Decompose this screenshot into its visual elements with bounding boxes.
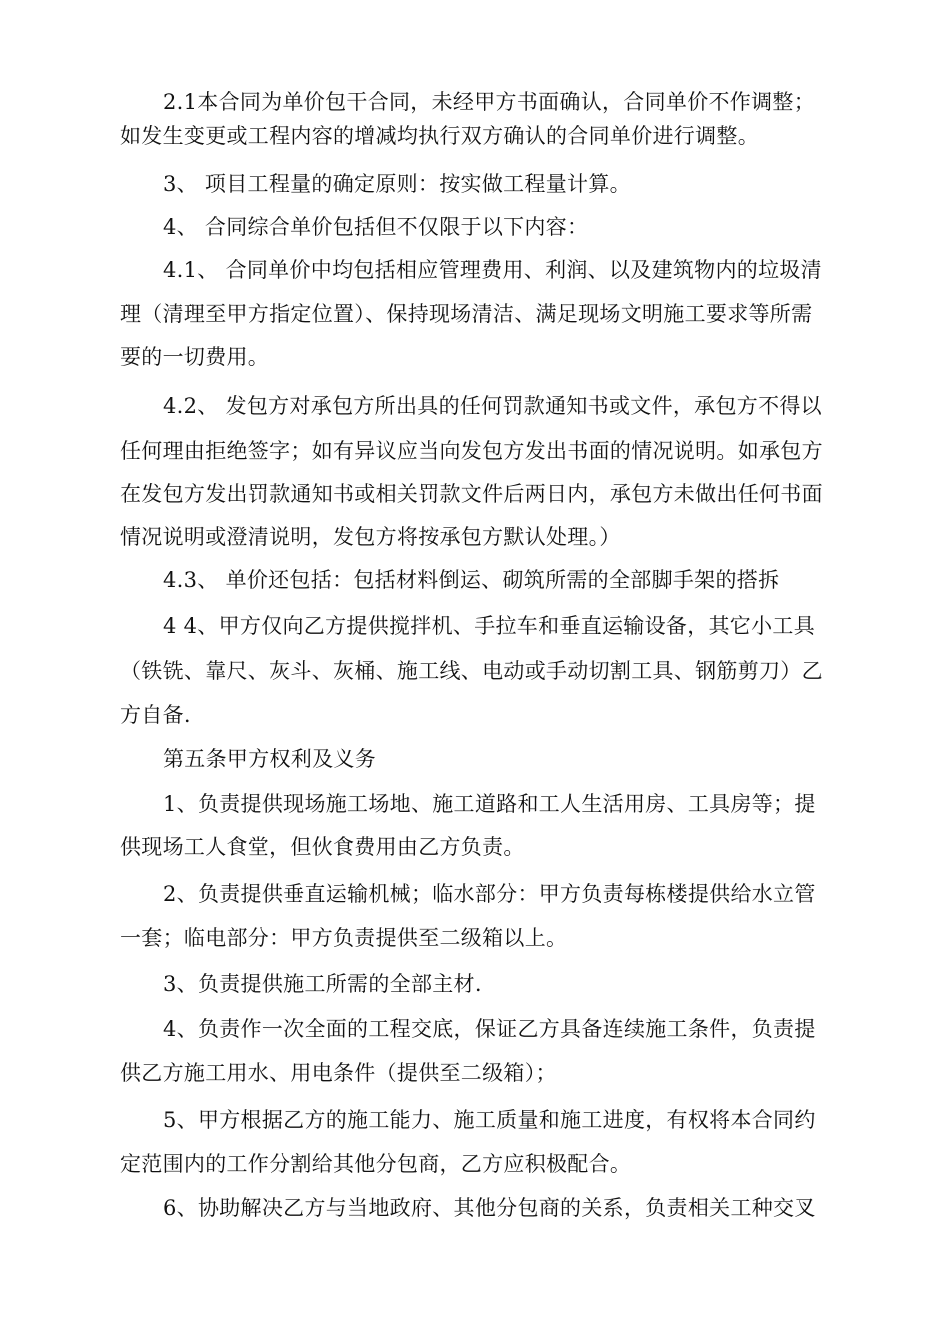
text-line: 4、负责作一次全面的工程交底，保证乙方具备连续施工条件，负责提	[163, 1017, 816, 1041]
text-line: 4.3、 单价还包括：包括材料倒运、砌筑所需的全部脚手架的搭拆	[163, 568, 780, 592]
text-line: 2.1本合同为单价包干合同，未经甲方书面确认，合同单价不作调整；	[163, 90, 815, 114]
section-heading: 第五条甲方权利及义务	[163, 747, 376, 771]
text-line: 理（清理至甲方指定位置）、保持现场清洁、满足现场文明施工要求等所需	[120, 302, 813, 326]
text-line: 4、 合同综合单价包括但不仅限于以下内容：	[163, 215, 589, 239]
text-line: （铁铣、靠尺、灰斗、灰桶、施工线、电动或手动切割工具、钢筋剪刀）乙	[120, 659, 823, 683]
text-line: 供乙方施工用水、用电条件（提供至二级箱）；	[120, 1061, 557, 1085]
text-line: 1、负责提供现场施工场地、施工道路和工人生活用房、工具房等；提	[163, 792, 816, 816]
text-line: 3、 项目工程量的确定原则：按实做工程量计算。	[163, 172, 631, 196]
text-line: 在发包方发出罚款通知书或相关罚款文件后两日内，承包方未做出任何书面	[120, 482, 823, 506]
text-line: 4.1、 合同单价中均包括相应管理费用、利润、以及建筑物内的垃圾清	[163, 258, 822, 282]
text-line: 4 4、甲方仅向乙方提供搅拌机、手拉车和垂直运输设备，其它小工具	[163, 614, 815, 638]
text-line: 3、负责提供施工所需的全部主材.	[163, 972, 482, 996]
text-line: 如发生变更或工程内容的增减均执行双方确认的合同单价进行调整。	[120, 124, 759, 148]
text-line: 一套；临电部分：甲方负责提供至二级箱以上。	[120, 926, 568, 950]
text-line: 任何理由拒绝签字；如有异议应当向发包方发出书面的情况说明。如承包方	[120, 439, 823, 463]
text-line: 5、甲方根据乙方的施工能力、施工质量和施工进度，有权将本合同约	[163, 1108, 816, 1132]
text-line: 6、协助解决乙方与当地政府、其他分包商的关系，负责相关工种交叉	[163, 1196, 816, 1220]
text-line: 定范围内的工作分割给其他分包商，乙方应积极配合。	[120, 1152, 632, 1176]
text-line: 供现场工人食堂，但伙食费用由乙方负责。	[120, 835, 525, 859]
text-line: 方自备.	[120, 703, 191, 727]
text-line: 情况说明或澄清说明，发包方将按承包方默认处理。）	[120, 525, 621, 549]
text-line: 4.2、 发包方对承包方所出具的任何罚款通知书或文件，承包方不得以	[163, 394, 822, 418]
text-line: 要的一切费用。	[120, 345, 270, 369]
text-line: 2、负责提供垂直运输机械；临水部分：甲方负责每栋楼提供给水立管	[163, 882, 816, 906]
